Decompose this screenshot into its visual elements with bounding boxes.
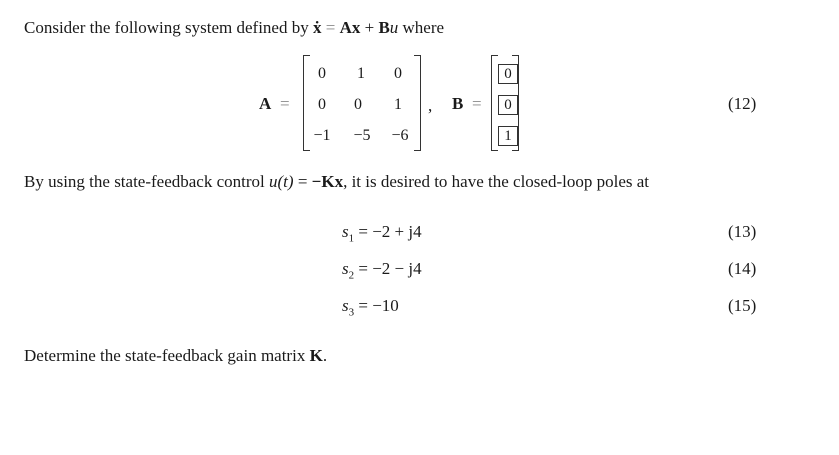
pole-1: [342, 222, 422, 248]
matrix-B-cell: 0: [498, 95, 518, 115]
intro-A: A: [339, 18, 352, 37]
final-text: Determine the state-feedback gain matrix: [24, 346, 306, 365]
equation-number-12: (12): [728, 94, 757, 113]
intro-plus: +: [364, 18, 375, 37]
matrix-A-cell: 0: [394, 65, 402, 82]
final-K: K: [309, 346, 323, 365]
control-equals: =: [297, 172, 308, 191]
intro-equals: =: [325, 18, 336, 37]
pole-3: [342, 296, 399, 322]
intro-x: x: [351, 18, 361, 37]
pole-2: [342, 259, 422, 285]
equation-number-13: (13): [728, 222, 757, 241]
matrix-A-cell: 0: [354, 96, 362, 113]
pole-3-lhs: s: [342, 296, 349, 315]
matrix-B-cell: 0: [498, 64, 518, 84]
state-derivative: ẋ: [312, 18, 322, 37]
control-text: By using the state-feedback control: [24, 172, 265, 191]
control-minus-Kx: −Kx: [311, 172, 344, 191]
control-rest: , it is desired to have the closed-loop poles at: [343, 172, 650, 191]
matrix-B-equals: =: [472, 94, 482, 113]
matrix-A-cell: −1: [313, 127, 331, 144]
matrix-comma: ,: [428, 96, 433, 115]
matrix-B-left-bracket: [491, 55, 498, 151]
pole-1-rhs: = −2 + j4: [358, 222, 422, 241]
intro-u: u: [389, 18, 399, 37]
matrix-A-right-bracket: [414, 55, 421, 151]
control-line: [24, 172, 649, 192]
matrix-A-cell: −5: [353, 127, 371, 144]
intro-where: where: [402, 18, 445, 37]
matrix-A-cell: 0: [318, 96, 326, 113]
control-u-t: u(t): [269, 172, 294, 191]
pole-2-rhs: = −2 − j4: [358, 259, 422, 278]
matrix-A-equals: =: [280, 94, 290, 113]
pole-3-sub: 3: [348, 306, 355, 319]
matrix-B-cell: 1: [498, 126, 518, 146]
intro-B: B: [378, 18, 390, 37]
intro-line: [24, 18, 444, 38]
pole-2-lhs: s: [342, 259, 349, 278]
final-period: .: [322, 346, 328, 365]
pole-1-sub: 1: [348, 232, 355, 245]
intro-text: Consider the following system defined by: [24, 18, 309, 37]
final-line: [24, 346, 327, 366]
matrix-A-label: A: [259, 94, 272, 113]
equation-number-15: (15): [728, 296, 757, 315]
matrix-B-label: B: [452, 94, 464, 113]
pole-3-rhs: = −10: [358, 296, 399, 315]
matrix-A-cell: −6: [391, 127, 409, 144]
matrix-A-cell: 1: [357, 65, 365, 82]
matrix-A-cell: 1: [394, 96, 402, 113]
matrix-A-cell: 0: [318, 65, 326, 82]
equation-number-14: (14): [728, 259, 757, 278]
pole-1-lhs: s: [342, 222, 349, 241]
pole-2-sub: 2: [348, 269, 355, 282]
